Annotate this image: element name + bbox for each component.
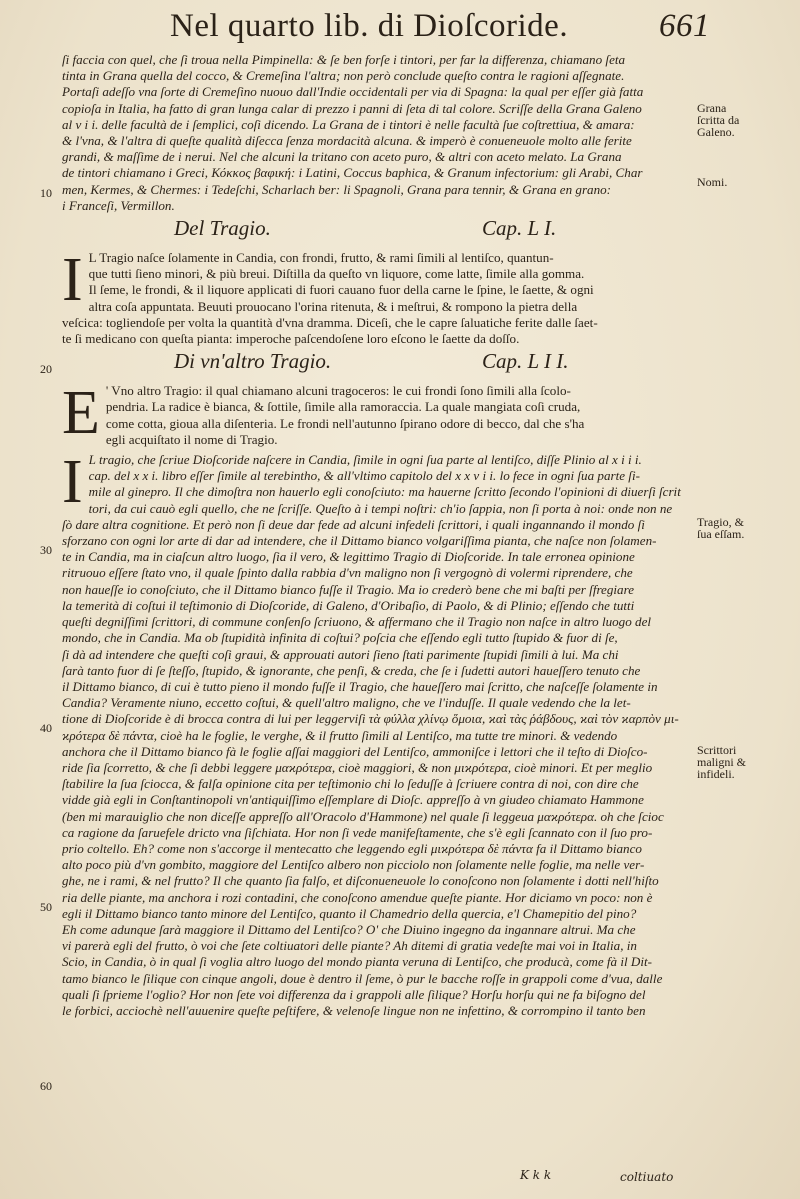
chapter-heading-51: [62, 214, 687, 250]
margin-note-line: Galeno.: [697, 125, 735, 139]
text-line: anchora che il Dittamo bianco fà le foglie aſſai maggiori del Lentiſco, ammoniſce i lettori che il teſto di Dioſco-: [62, 743, 648, 759]
text-line: pendria. La radice è bianca, & ſottile, ſimile alla ramoraccia. La quale mangiata coſi cruda,: [105, 399, 581, 415]
text-line: Scio, in Candia, ò in qual ſi voglia altro luogo del mondo pianta veruna di Lentiſco, che producà, come fà il Dit-: [62, 954, 653, 970]
margin-note-line: Grana: [697, 101, 727, 115]
text-line: queſti degniſſimi ſcrittori, di commune conſenſo ſcriuono, & affermano che il Tragio non naſce in altro luogo del: [62, 614, 652, 630]
text-line: il Dittamo bianco, di cui è tutto pieno il mondo fuſſe il Tragio, che haueſſero mai ſcritto, che naſceſſe ſolamente in: [62, 678, 658, 694]
text-line: grandi, & maſſime de i nerui. Nel che alcuni la tritano con aceto puro, & altri con aceto melato. La Grana: [62, 149, 622, 165]
text-line: ſarà tanto fuor di ſe ſteſſo, ſtupido, & ignorante, che penſi, & creda, che ſe i ſudetti autori haueſſero tenuto che: [62, 662, 641, 678]
text-line: te in Candia, ma in ciaſcun altro luogo, ſia il vero, & legittimo Tragio di Dioſcoride. In tale erronea opinione: [62, 549, 635, 565]
text-line: alto poco più d'vn gombito, maggiore del Lentiſco albero non picciolo non ſolamente nelle foglie, ma nelle ver-: [62, 857, 645, 873]
text-line: tione di Dioſcoride è di brocca contra di lui per leggerviſi τὰ φύλλα χλίνῳ ὅμοια, ϰαὶ τὰς ῥάβδους, ϰαὶ τὸν ϰαρπὸν μι-: [62, 711, 679, 727]
margin-note-grana: [697, 102, 797, 138]
text-line: ghe, ne i rami, & nel frutto? Il che quanto ſia falſo, et diſconueneuole lo conoſcono non ſolamente i dotti nell'hiſto: [62, 873, 659, 889]
text-line: men, Kermes, & Chermes: i Tedeſchi, Scharlach ber: li Spagnoli, Grana para tennir, & Grana en grano:: [62, 181, 612, 197]
text-line: quali ſi ſprieme l'oglio? Hor non ſete voi differenza da i grappoli alle ſilique? Horſu horſu qui ne fa biſogno del: [62, 986, 646, 1002]
text-line: te ſi medicano con queſta pianta: imperoche paſcendoſene loro eſcono le ſaette da doſſo.: [62, 331, 520, 347]
line-number: 20: [40, 362, 52, 376]
text-line: Eh come adunque ſarà maggiore il Dittamo del Lentiſco? O' che Diuino ingegno da ingannare altrui. Ma che: [62, 921, 636, 937]
text-line: non haueſſe io conoſciuto, che il Dittamo bianco fuſſe il Tragio. Ma io crederò bene che mi baſti per ſfregiare: [62, 581, 635, 597]
text-line: cap. del x x i. libro eſſer ſimile al terebintho, & all'vltimo capitolo del x x v i i. lo fece in ogni ſua parte ſi-: [88, 468, 640, 484]
chapter-number: Cap. L I.: [482, 216, 557, 241]
text-line: ride ſia ſcorretto, & che ſi debbi leggere μαϰρότερα, cioè maggiori, & non μιϰρότερα, cioè minori. Et per meglio: [62, 759, 653, 775]
text-line: ca ragione da ſaruefele dricto vna ſiſchiata. Hor non ſi vede manifeſtamente, che s'è egli ſcannato con il ſuo pro-: [62, 824, 653, 840]
paragraph-commentary: [62, 448, 687, 1019]
margin-note-line: Nomi.: [697, 175, 728, 189]
catchword: coltiuato: [620, 1170, 674, 1184]
text-line: ϰρότερα δὲ πάντα, cioè ha le foglie, le verghe, & il frutto ſimili al Lentiſco, ma tutte tre minori. & vedendo: [62, 727, 618, 743]
text-line: & l'vna, & l'altra di queſte qualità diſecca ſenza mordacità alcuna. & imperò è conueneuole molto alle ferite: [62, 133, 632, 149]
text-line: ria delle piante, ma anchora i rozi contadini, che conoſcono amendue queſte piante. Hor diciamo vn poco: non è: [62, 889, 653, 905]
text-line: mondo, che in Candia. Ma ob ſtupidità infinita di coſtui? poſcia che eſſendo egli tutto ſtupido & fuor di ſe,: [62, 630, 618, 646]
margin-note-scrittori: [697, 744, 797, 780]
paragraph-tragio: [62, 246, 687, 347]
drop-cap: E: [62, 379, 100, 448]
text-line: copioſa in Italia, ha fatto di gran lunga calar di prezzo i panni di ſeta di tal colore. Scriſſe della Grana Galeno: [62, 100, 642, 116]
text-body: [62, 52, 687, 1019]
header-title: Nel quarto lib. di Dioſcoride.: [170, 8, 569, 44]
text-line: tinta in Grana quella del cocco, & Cremeſina l'altra; non però conclude queſto contra le ragioni aſſegnate.: [62, 68, 625, 84]
text-line: de tintori chiamano i Greci, Κόκκος βαφική: i Latini, Coccus baphica, & Granum infectorium: gli Arabi, Char: [62, 165, 643, 181]
text-line: sforzano con ogni lor arte di dar ad intendere, che il Dittamo bianco volgariſſima pianta, che naſce non ſolamen-: [62, 533, 657, 549]
text-line: prio coltello. Eh? come non s'accorge il mentecatto che leggendo egli μιϰρότερα δὲ πάντα fa il Dittamo bianco: [62, 840, 642, 856]
chapter-title: Del Tragio.: [174, 216, 271, 241]
text-line: veſcica: togliendoſe per volta la quantità d'vna dramma. Diceſi, che le capre ſaluatiche ferite dalle ſaet-: [62, 314, 598, 330]
text-line: vidde già egli in Conſtantinopoli vn'antiquiſſimo eſſemplare di Dioſc. appreſſo à vn giudeo chiamato Hammone: [62, 792, 644, 808]
text-line: ' Vno altro Tragio: il qual chiamano alcuni tragoceros: le cui frondi ſono ſimili alla ſcolo-: [105, 383, 571, 399]
text-line: ritruouo eſſere ſtato vno, il quale ſpinto dalla rabbia d'vn maligno non ſi vergognò di volermi riprendere, che: [62, 565, 633, 581]
text-line: i Franceſi, Vermillon.: [62, 197, 175, 213]
margin-note-line: Tragio, &: [697, 515, 744, 529]
line-number: 10: [40, 186, 52, 200]
text-line: Portaſi adeſſo vna ſorte di Cremeſino nuouo dall'Indie occidentali per via di Spagna: la qual per eſſer già fatta: [62, 84, 644, 100]
text-line: come cotta, gioua alla diſenteria. Le frondi nell'autunno ſpirano odore di becco, dal che s'ha: [105, 415, 585, 431]
text-line: egli il Dittamo bianco tanto minore del Lentiſco, quanto il Chamedrio della quercia, e'l Chamepitio del pino?: [62, 905, 637, 921]
chapter-number: Cap. L I I.: [482, 349, 569, 374]
paragraph-altro-tragio: [62, 379, 687, 448]
margin-note-line: ſcritta da: [697, 113, 740, 127]
text-line: altra coſa appuntata. Beuuti prouocano l'orina ritenuta, & i meſtrui, & rompono la pietra della: [88, 298, 578, 314]
text-line: tori, da cui cauò egli quello, che ne ſcriſſe. Queſto à i tempi noſtri: ch'io ſappia, non ſi porta à noi: onde non ne: [88, 500, 673, 516]
margin-note-tragio: [697, 516, 797, 540]
text-line: que tutti ſieno minori, & più breui. Diſtilla da queſto vn liquore, come latte, ſimile alla gomma.: [88, 266, 585, 282]
text-line: vi parerà egli del frutto, ò voi che ſete coltiuatori delle piante? Ah ditemi di gratia vedeſte mai voi in Italia, in: [62, 938, 637, 954]
page-number: 661: [659, 8, 710, 44]
text-line: Il ſeme, le frondi, & il liquore applicati di fuori cauano fuor della carne le ſpine, le ſaette, & ogni: [88, 282, 594, 298]
text-line: ſi faccia con quel, che ſi troua nella Pimpinella: & ſe ben forſe i tintori, per far la differenza, chiamano ſeta: [62, 52, 626, 67]
text-line: le forbici, acciochè nell'auuenire queſte peſtifere, & velenoſe lingue non ne infettino, & corrompino il tanto ben: [62, 1002, 646, 1018]
text-line: ſtabilire la ſua ſciocca, & falſa opinione cita per teſtimonio chi lo ſeduſſe à ſcriuere contra di noi, con dire che: [62, 776, 639, 792]
text-line: ſò dare altra cognitione. Et però non ſi deue dar fede ad alcuni infedeli ſcrittori, i quali ingannando il mondo ſi: [62, 516, 645, 532]
drop-cap: I: [62, 448, 83, 517]
text-line: al v i i. delle facultà de i ſemplici, coſi dicendo. La Grana de i tintori è nelle facultà ſue coſtrettiua, & amara:: [62, 116, 635, 132]
margin-note-nomi: [697, 176, 797, 188]
text-line: Candia? Veramente niuno, eccetto coſtui, & quell'altro maligno, che ve l'induſſe. Il quale vedendo che la let-: [62, 695, 631, 711]
margin-note-line: Scrittori: [697, 743, 737, 757]
margin-note-line: ſua eſſam.: [697, 527, 745, 541]
text-line: mile al ginepro. Il che dimoſtra non hauerlo egli conoſciuto: ma hauerne ſcritto ſecondo l'opinioni di diuerſi ſcrit: [88, 484, 681, 500]
text-line: (ben mi marauiglio che non diceſſe appreſſo all'Oracolo d'Hammone) nel quale ſi leggeua μαϰρότερα. oh che ſcioc: [62, 808, 664, 824]
paragraph-grana: [62, 52, 687, 214]
text-line: egli acquiſtato il nome di Tragio.: [105, 431, 278, 447]
chapter-title: Di vn'altro Tragio.: [174, 349, 332, 374]
margin-note-line: infideli.: [697, 767, 735, 781]
margin-note-line: maligni &: [697, 755, 746, 769]
running-header: [170, 8, 710, 54]
line-number: 30: [40, 543, 52, 557]
text-line: L tragio, che ſcriue Dioſcoride naſcere in Candia, ſimile in ogni ſua parte al lentiſco, diſſe Plinio al x i i i.: [88, 452, 642, 468]
line-number: 50: [40, 900, 52, 914]
text-line: tamo bianco le ſilique con cinque angoli, doue è dentro il ſeme, ò pur le bacche roſſe in grappoli come d'vua, dalle: [62, 970, 663, 986]
text-line: ſi dà ad intendere che queſti coſi graui, & approuati autori ſieno ſtati parimente ſtupidi ſimili à lui. Ma chi: [62, 646, 619, 662]
drop-cap: I: [62, 246, 83, 315]
chapter-heading-52: [62, 347, 687, 383]
line-number: 60: [40, 1079, 52, 1093]
signature-mark: K k k: [520, 1168, 552, 1182]
line-number: 40: [40, 721, 52, 735]
text-line: L Tragio naſce ſolamente in Candia, con frondi, frutto, & rami ſimili al lentiſco, quantun-: [88, 250, 554, 266]
text-line: la temerità di coſtui il teſtimonio di Dioſcoride, di Galeno, d'Oribaſio, di Paolo, & di Plinio; eſſendo che tutti: [62, 597, 635, 613]
